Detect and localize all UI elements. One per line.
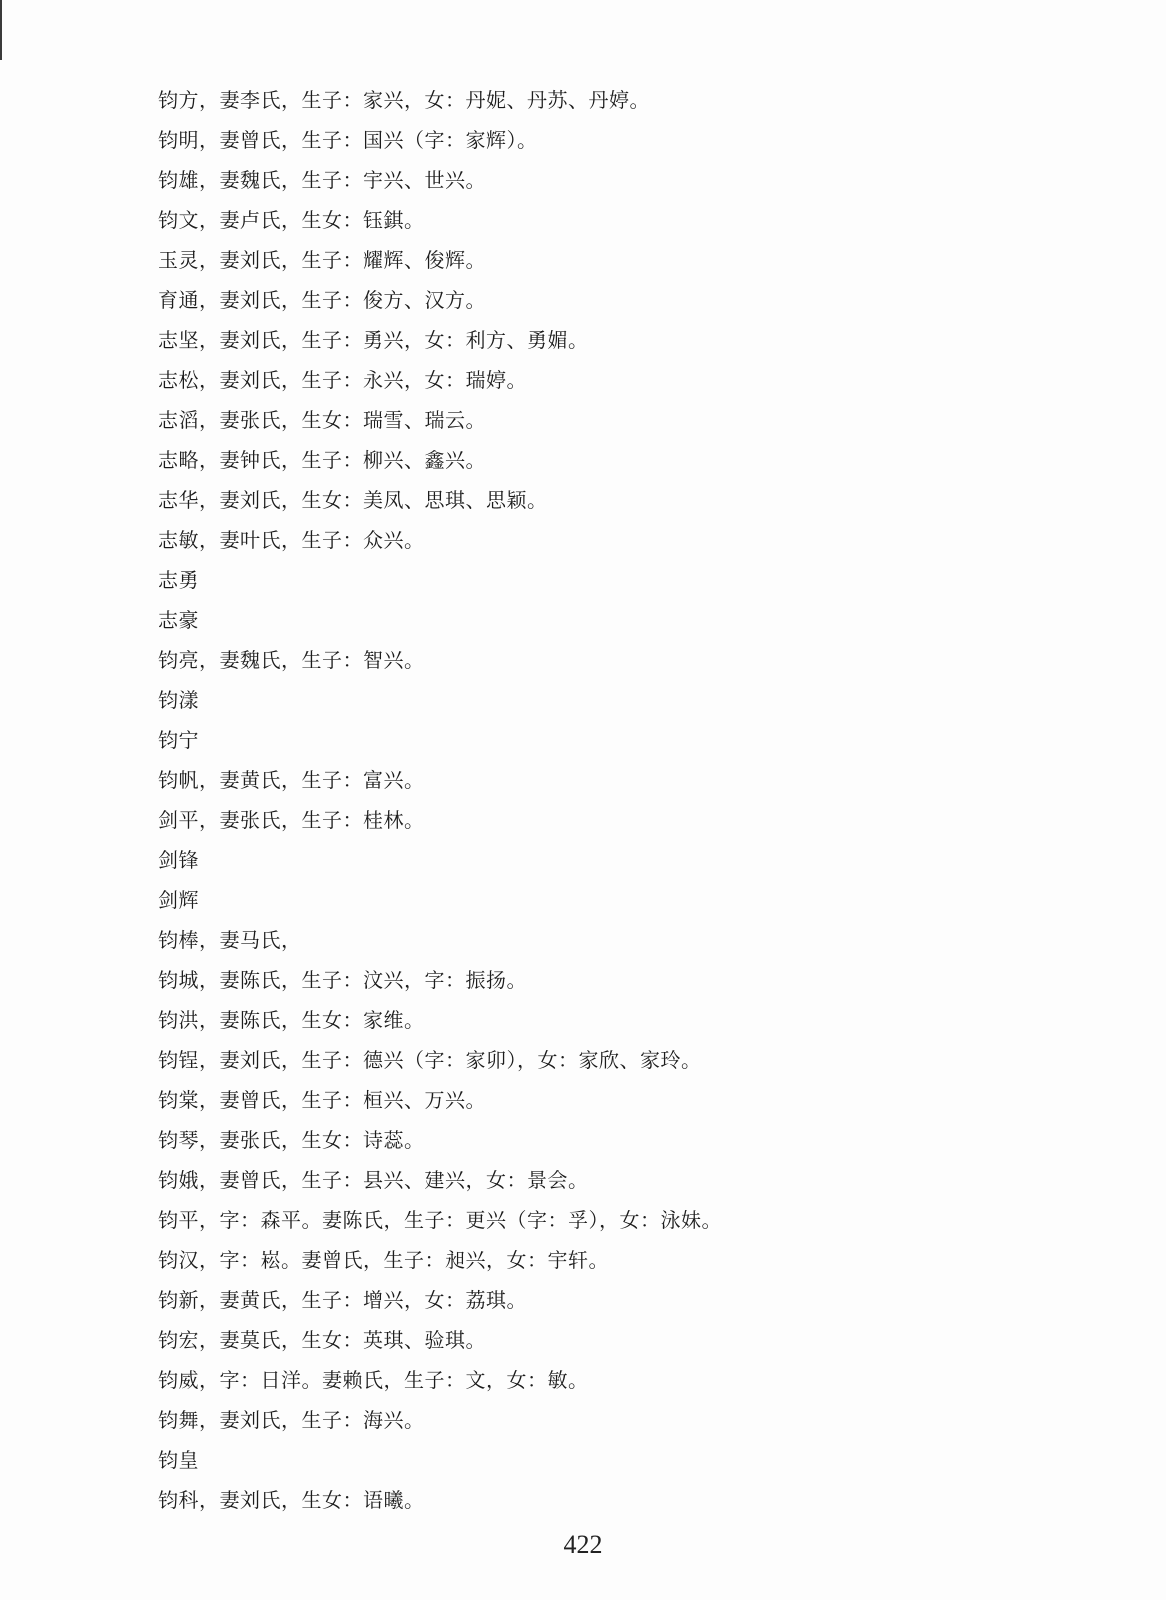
genealogy-entry: 钧琴，妻张氏，生女：诗蕊。 [158,1128,425,1152]
genealogy-entry: 剑辉 [158,888,199,912]
genealogy-entry: 钧娥，妻曾氏，生子：县兴、建兴，女：景会。 [158,1168,589,1192]
genealogy-entry: 钧方，妻李氏，生子：家兴，女：丹妮、丹苏、丹婷。 [158,88,650,112]
genealogy-entry: 钧宏，妻莫氏，生女：英琪、验琪。 [158,1328,486,1352]
genealogy-entry: 钧宁 [158,728,199,752]
genealogy-entry: 钧汉，字：崧。妻曾氏，生子：昶兴，女：宇轩。 [158,1248,609,1272]
genealogy-entry: 钧亮，妻魏氏，生子：智兴。 [158,648,425,672]
genealogy-entry: 钧棒，妻马氏， [158,928,302,952]
genealogy-entry: 志敏，妻叶氏，生子：众兴。 [158,528,425,552]
page-number: 422 [563,1530,603,1559]
genealogy-entry: 钧明，妻曾氏，生子：国兴（字：家辉）。 [158,128,538,152]
genealogy-entry: 志豪 [158,608,199,632]
scan-edge-mark [0,0,2,60]
genealogy-entry: 志华，妻刘氏，生女：美凤、思琪、思颖。 [158,488,548,512]
genealogy-entry: 志滔，妻张氏，生女：瑞雪、瑞云。 [158,408,486,432]
genealogy-entry: 钧棠，妻曾氏，生子：桓兴、万兴。 [158,1088,486,1112]
genealogy-entry: 钧漾 [158,688,199,712]
genealogy-entry: 志略，妻钟氏，生子：柳兴、鑫兴。 [158,448,486,472]
genealogy-entry: 钧帆，妻黄氏，生子：富兴。 [158,768,425,792]
genealogy-entry: 钧科，妻刘氏，生女：语曦。 [158,1488,425,1512]
genealogy-entry: 志松，妻刘氏，生子：永兴，女：瑞婷。 [158,368,527,392]
genealogy-entry: 玉灵，妻刘氏，生子：耀辉、俊辉。 [158,248,486,272]
genealogy-entry: 钧舞，妻刘氏，生子：海兴。 [158,1408,425,1432]
genealogy-entry: 育通，妻刘氏，生子：俊方、汉方。 [158,288,486,312]
genealogy-entry-list [158,80,722,1520]
genealogy-entry: 志勇 [158,568,199,592]
genealogy-entry: 钧文，妻卢氏，生女：钰錤。 [158,208,425,232]
genealogy-entry: 钧皇 [158,1448,199,1472]
genealogy-entry: 钧威，字：日洋。妻赖氏，生子：文，女：敏。 [158,1368,589,1392]
genealogy-entry: 志坚，妻刘氏，生子：勇兴，女：利方、勇媚。 [158,328,589,352]
genealogy-entry: 剑锋 [158,848,199,872]
genealogy-entry: 剑平，妻张氏，生子：桂林。 [158,808,425,832]
genealogy-entry: 钧新，妻黄氏，生子：增兴，女：荔琪。 [158,1288,527,1312]
genealogy-entry: 钧洪，妻陈氏，生女：家维。 [158,1008,425,1032]
genealogy-entry: 钧锃，妻刘氏，生子：德兴（字：家卯），女：家欣、家玲。 [158,1048,702,1072]
genealogy-entry: 钧平，字：森平。妻陈氏，生子：更兴（字：孚），女：泳妹。 [158,1208,722,1232]
genealogy-entry: 钧雄，妻魏氏，生子：宇兴、世兴。 [158,168,486,192]
genealogy-entry: 钧城，妻陈氏，生子：汶兴，字：振扬。 [158,968,527,992]
